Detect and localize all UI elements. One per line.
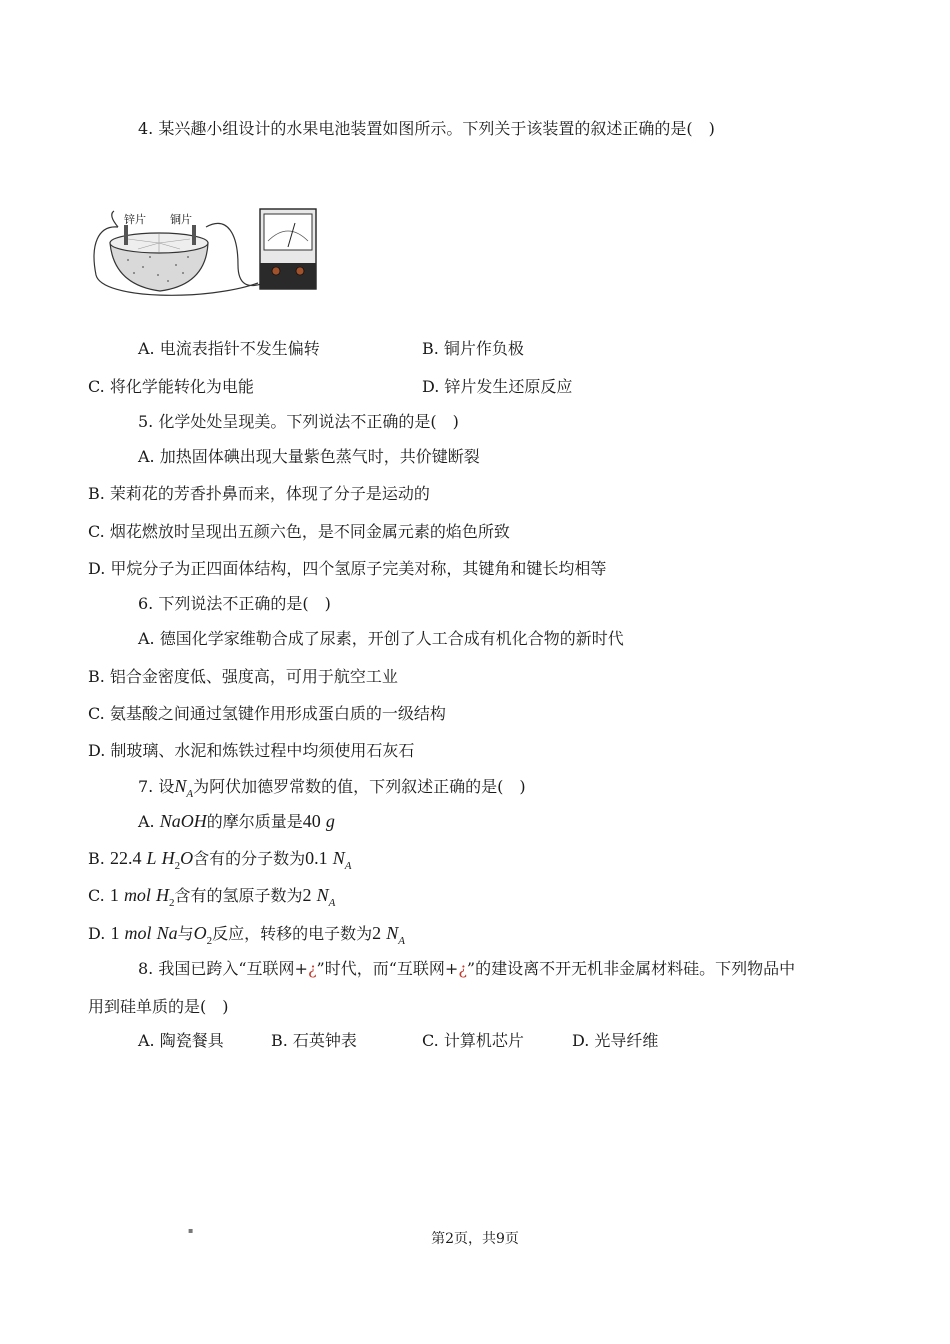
q6-option-a: A. 德国化学家维勒合成了尿素，开创了人工合成有机化合物的新时代 bbox=[138, 629, 624, 648]
q5-stem: 5. 化学处处呈现美。下列说法不正确的是( ) bbox=[138, 412, 459, 431]
q8-stem-line1: 8. 我国已跨入“互联网+¿”时代，而“互联网+¿”的建设离不开无机非金属材料硅。下列物品中 bbox=[138, 959, 796, 978]
q7-option-b: B. 22.4 L $H_2O$含有的分子数为0.1 $N_A$ bbox=[88, 848, 352, 872]
q7-stem: 7. 设$N_A$为阿伏加德罗常数的值，下列叙述正确的是( ) bbox=[138, 776, 526, 800]
q4-option-c: C. 将化学能转化为电能 bbox=[88, 377, 254, 396]
q4-option-b: B. 铜片作负极 bbox=[422, 339, 524, 358]
q8-option-a: A. 陶瓷餐具 bbox=[138, 1031, 224, 1050]
q5-option-c: C. 烟花燃放时呈现出五颜六色，是不同金属元素的焰色所致 bbox=[88, 522, 510, 541]
q6-option-b: B. 铝合金密度低、强度高，可用于航空工业 bbox=[88, 667, 398, 686]
q4-stem: 4. 某兴趣小组设计的水果电池装置如图所示。下列关于该装置的叙述正确的是( ) bbox=[138, 119, 715, 138]
zinc-label: 锌片 bbox=[124, 213, 146, 226]
q6-option-d: D. 制玻璃、水泥和炼铁过程中均须使用石灰石 bbox=[88, 741, 415, 760]
q7-option-d: D. 1 mol Na与$O_2$反应，转移的电子数为2 $N_A$ bbox=[88, 923, 406, 947]
q6-stem: 6. 下列说法不正确的是( ) bbox=[138, 594, 331, 613]
q5-option-b: B. 茉莉花的芳香扑鼻而来，体现了分子是运动的 bbox=[88, 484, 430, 503]
footer-dot: ▪ bbox=[188, 1226, 194, 1235]
q8-option-d: D. 光导纤维 bbox=[572, 1031, 659, 1050]
fruit-battery-figure bbox=[88, 205, 328, 309]
q7-option-a: A. NaOH的摩尔质量是40 g bbox=[138, 811, 335, 831]
ammeter-icon bbox=[260, 209, 316, 289]
garbled-char: ¿ bbox=[458, 959, 467, 978]
q5-option-a: A. 加热固体碘出现大量紫色蒸气时，共价键断裂 bbox=[138, 447, 480, 466]
q4-option-a: A. 电流表指针不发生偏转 bbox=[138, 339, 320, 358]
q5-option-d: D. 甲烷分子为正四面体结构，四个氢原子完美对称，其键角和键长均相等 bbox=[88, 559, 607, 578]
q8-option-b: B. 石英钟表 bbox=[271, 1031, 357, 1050]
copper-label: 铜片 bbox=[170, 213, 192, 226]
q4-option-d: D. 锌片发生还原反应 bbox=[422, 377, 573, 396]
garbled-char: ¿ bbox=[307, 959, 317, 978]
page-number: 第2页，共9页 bbox=[431, 1231, 519, 1247]
q8-option-c: C. 计算机芯片 bbox=[422, 1031, 524, 1050]
q6-option-c: C. 氨基酸之间通过氢键作用形成蛋白质的一级结构 bbox=[88, 704, 446, 723]
q8-stem-line2: 用到硅单质的是( ) bbox=[88, 997, 229, 1016]
q7-option-c: C. 1 mol $H_2$含有的氢原子数为2 $N_A$ bbox=[88, 885, 336, 909]
